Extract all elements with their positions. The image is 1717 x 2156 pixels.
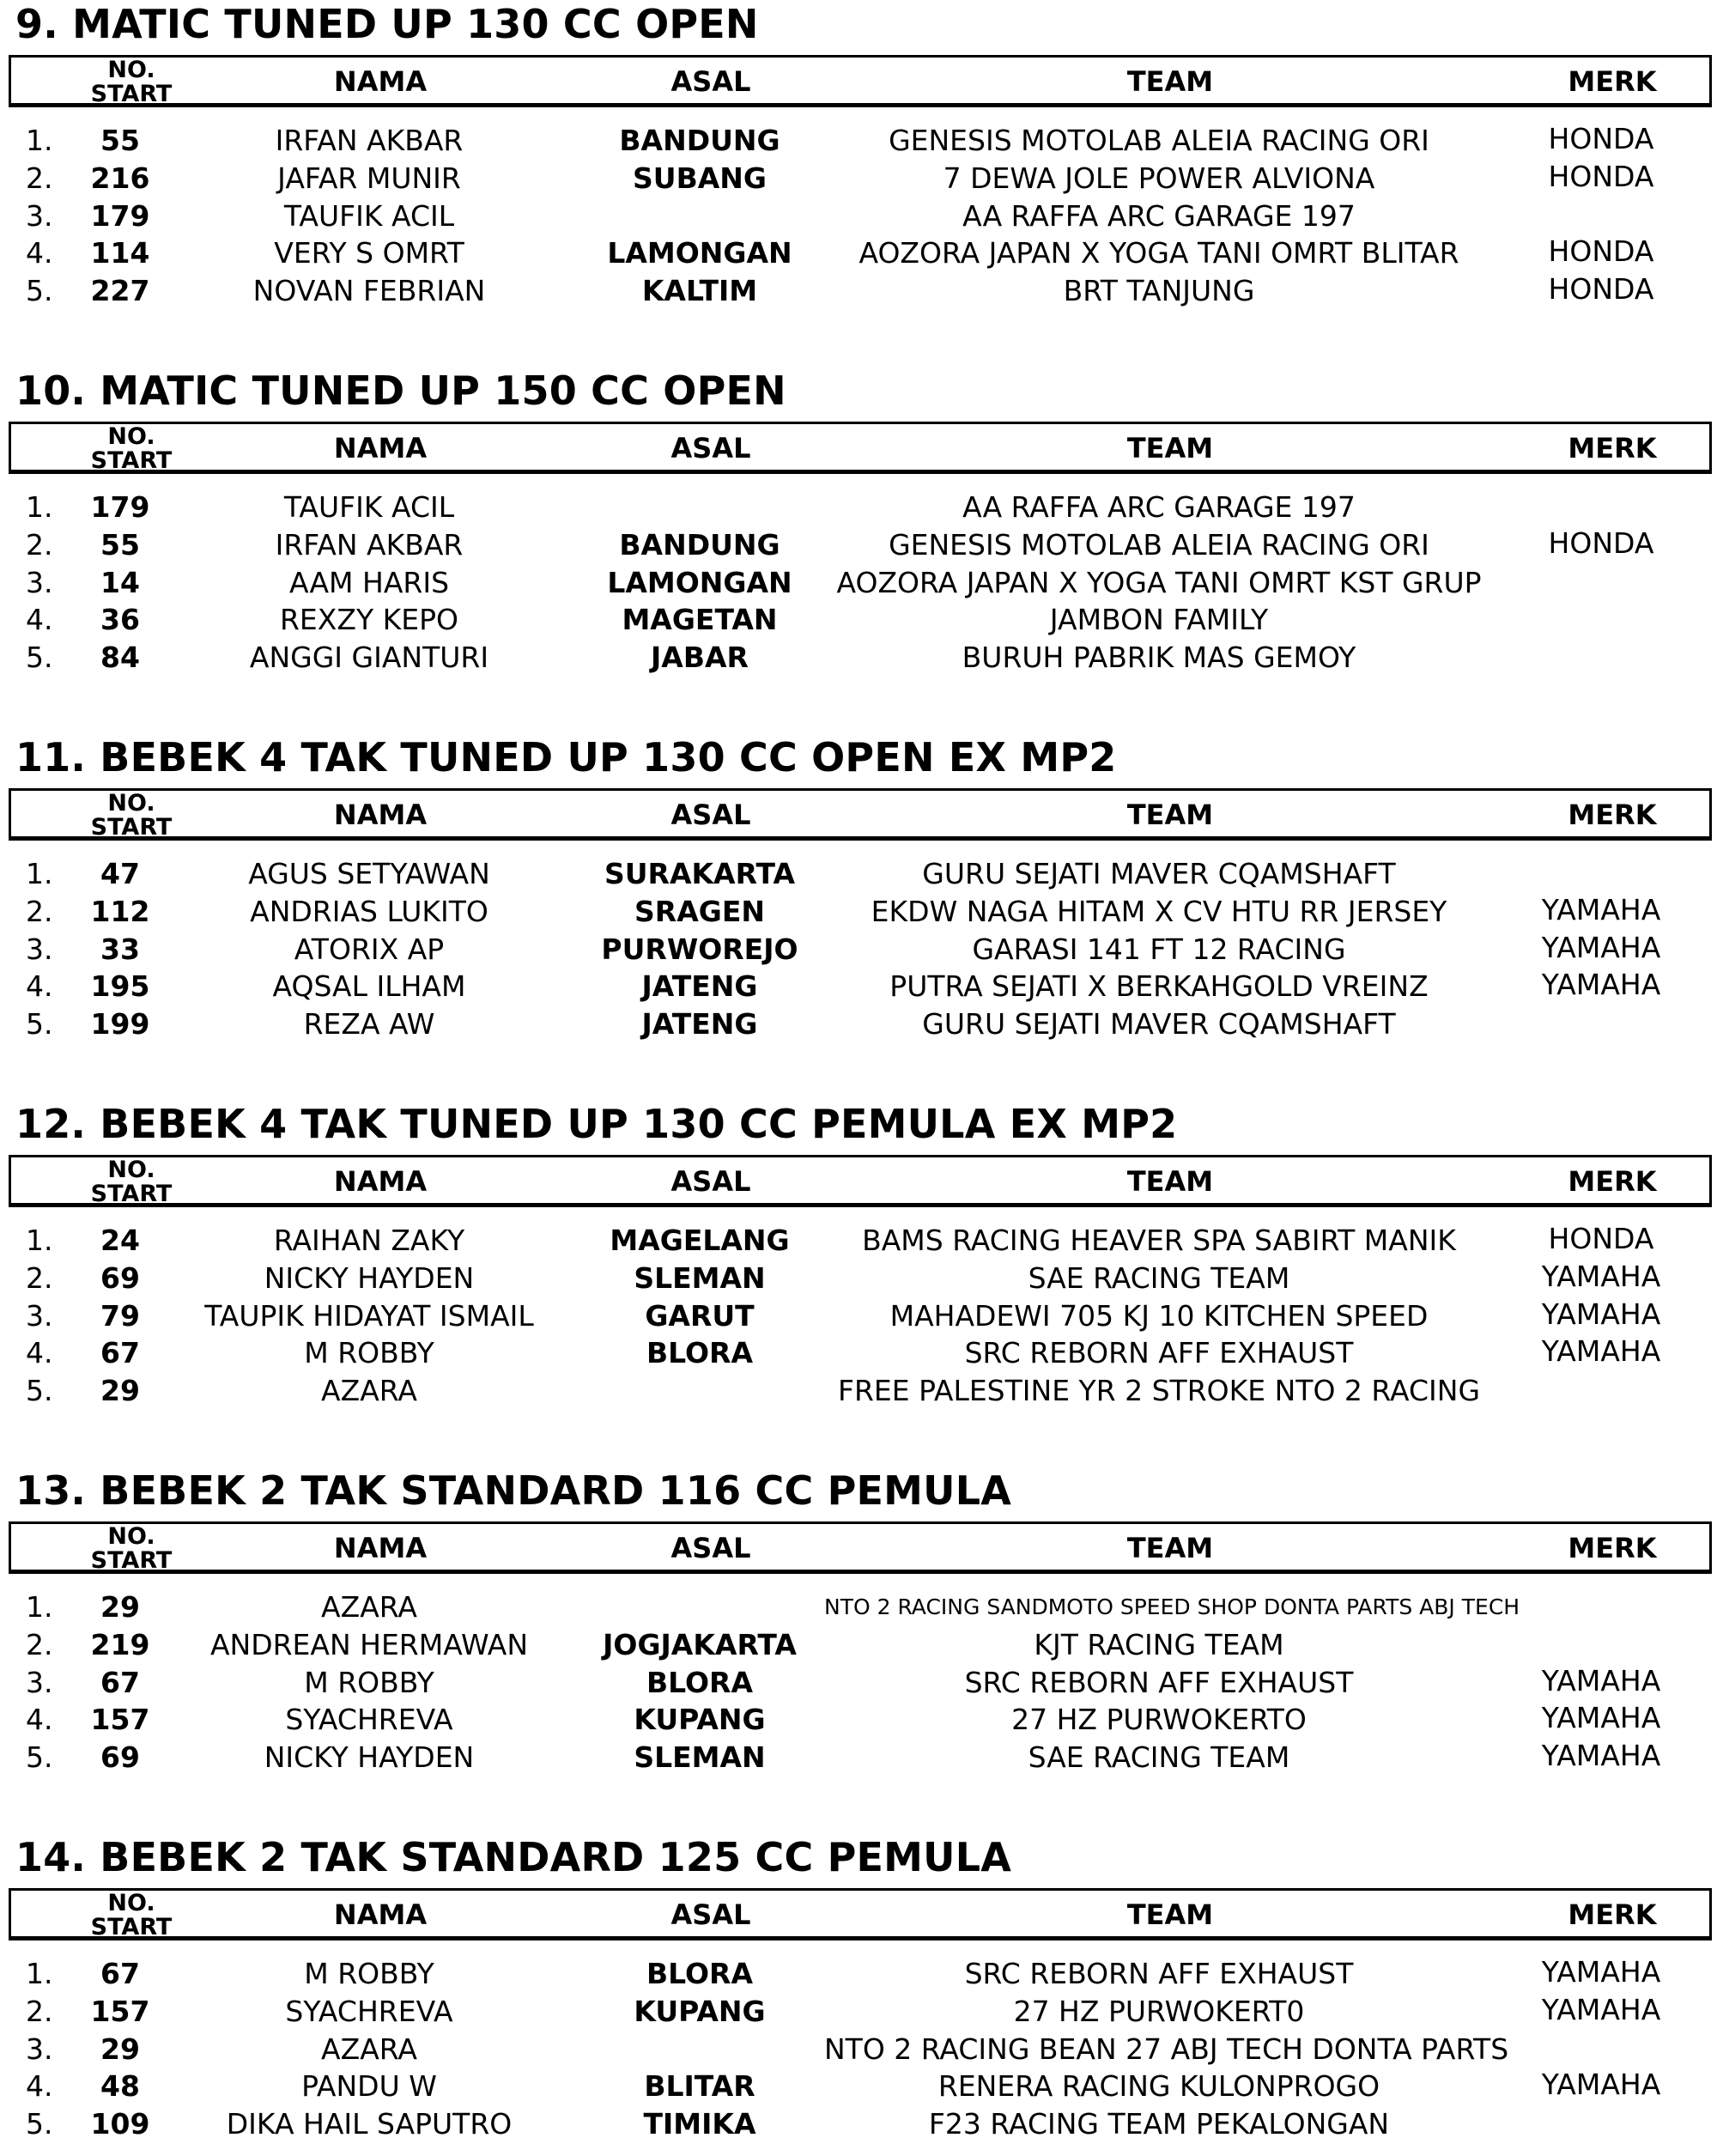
brand-cell: YAMAHA <box>1541 1259 1661 1293</box>
header-nama: NAMA <box>333 799 428 831</box>
origin-cell: BLORA <box>646 1957 753 1990</box>
table-row <box>0 489 1717 526</box>
header-no: NO. <box>107 1157 155 1183</box>
rank-cell: 1. <box>26 857 53 890</box>
header-no-start <box>84 1892 179 1940</box>
rank-cell: 4. <box>26 236 53 270</box>
rider-name-cell: ANDREAN HERMAWAN <box>209 1627 529 1661</box>
brand-cell: HONDA <box>1548 525 1654 560</box>
origin-cell: JATENG <box>641 969 758 1004</box>
header-team: TEAM <box>1126 1165 1214 1198</box>
origin-cell: SLEMAN <box>634 1260 766 1295</box>
start-number-cell: 179 <box>90 198 150 233</box>
rank-cell: 3. <box>26 2031 53 2066</box>
team-cell: NTO 2 RACING SANDMOTO SPEED SHOP DONTA PARTS ABJ TECH <box>824 1594 1520 1619</box>
brand-cell: HONDA <box>1548 1222 1654 1255</box>
team-cell: AA RAFFA ARC GARAGE 197 <box>962 490 1356 524</box>
header-no: NO. <box>107 57 155 83</box>
team-cell: F23 RACING TEAM PEKALONGAN <box>928 2107 1390 2141</box>
table-row <box>0 1005 1717 1043</box>
origin-cell: TIMIKA <box>643 2107 756 2141</box>
header-start: START <box>90 81 173 107</box>
rider-name-cell: AZARA <box>321 1590 417 1624</box>
header-nama: NAMA <box>333 1165 428 1198</box>
header-start: START <box>90 814 173 841</box>
team-cell: SAE RACING TEAM <box>1028 1740 1290 1775</box>
header-team: TEAM <box>1126 432 1214 465</box>
header-nama: NAMA <box>333 65 428 98</box>
rider-name-cell: IRFAN AKBAR <box>275 527 464 562</box>
rank-cell: 5. <box>26 1740 53 1775</box>
team-cell: KJT RACING TEAM <box>1034 1627 1284 1661</box>
brand-cell: YAMAHA <box>1541 892 1661 926</box>
rank-cell: 3. <box>26 565 53 599</box>
table-row <box>0 234 1717 272</box>
table-header <box>9 1521 1712 1574</box>
header-team: TEAM <box>1126 1898 1214 1931</box>
start-number-cell: 14 <box>100 565 140 599</box>
rider-name-cell: VERY S OMRT <box>274 236 464 270</box>
origin-cell: JATENG <box>641 1007 758 1042</box>
table-row <box>0 564 1717 602</box>
team-cell: JAMBON FAMILY <box>1049 603 1269 637</box>
rank-cell: 2. <box>26 1627 53 1661</box>
start-number-cell: 216 <box>90 161 150 195</box>
start-number-cell: 47 <box>100 857 140 890</box>
table-header <box>9 1888 1712 1940</box>
start-number-cell: 112 <box>90 894 150 928</box>
team-cell: GENESIS MOTOLAB ALEIA RACING ORI <box>889 527 1429 562</box>
rank-cell: 4. <box>26 969 53 1004</box>
header-merk: MERK <box>1568 799 1657 831</box>
origin-cell: BANDUNG <box>619 124 780 157</box>
header-no-start <box>84 792 179 840</box>
table-row <box>0 1222 1717 1260</box>
team-cell: AA RAFFA ARC GARAGE 197 <box>962 198 1356 233</box>
start-number-cell: 29 <box>100 2031 140 2066</box>
rank-cell: 4. <box>26 1336 53 1370</box>
rider-name-cell: IRFAN AKBAR <box>275 124 464 157</box>
brand-cell: YAMAHA <box>1541 1334 1661 1369</box>
team-cell: AOZORA JAPAN X YOGA TANI OMRT KST GRUP <box>836 565 1482 599</box>
rank-cell: 5. <box>26 274 53 308</box>
team-cell: GENESIS MOTOLAB ALEIA RACING ORI <box>889 124 1429 157</box>
start-number-cell: 195 <box>90 969 150 1004</box>
header-asal: ASAL <box>670 1898 751 1931</box>
header-asal: ASAL <box>670 1165 751 1198</box>
brand-cell: YAMAHA <box>1541 1955 1661 1989</box>
header-asal: ASAL <box>670 65 751 98</box>
team-cell: GURU SEJATI MAVER CQAMSHAFT <box>922 1007 1396 1042</box>
rank-cell: 2. <box>26 161 53 195</box>
rank-cell: 2. <box>26 894 53 928</box>
table-row <box>0 197 1717 235</box>
section-title: 13. BEBEK 2 TAK STANDARD 116 CC PEMULA <box>15 1467 1012 1514</box>
table-row <box>0 893 1717 931</box>
table-header <box>9 788 1712 841</box>
brand-cell: YAMAHA <box>1541 2068 1661 2102</box>
header-nama: NAMA <box>333 432 428 465</box>
rank-cell: 4. <box>26 603 53 637</box>
table-header <box>9 422 1712 474</box>
start-number-cell: 67 <box>100 1665 140 1699</box>
rank-cell: 4. <box>26 1703 53 1737</box>
rider-name-cell: DIKA HAIL SAPUTRO <box>226 2107 513 2141</box>
brand-cell: YAMAHA <box>1541 1297 1661 1331</box>
rider-name-cell: REXZY KEPO <box>279 603 458 637</box>
origin-cell: LAMONGAN <box>607 565 792 599</box>
start-number-cell: 29 <box>100 1590 140 1624</box>
origin-cell: KUPANG <box>634 1703 766 1737</box>
rank-cell: 3. <box>26 1665 53 1699</box>
table-row <box>0 1334 1717 1372</box>
rank-cell: 5. <box>26 1374 53 1408</box>
table-header <box>9 1155 1712 1207</box>
rank-cell: 1. <box>26 1224 53 1257</box>
table-row <box>0 1626 1717 1664</box>
rider-name-cell: AAM HARIS <box>288 565 450 599</box>
rider-name-cell: RAIHAN ZAKY <box>273 1224 465 1257</box>
brand-cell: YAMAHA <box>1541 930 1661 964</box>
brand-cell: HONDA <box>1548 122 1654 155</box>
team-cell: AOZORA JAPAN X YOGA TANI OMRT BLITAR <box>858 236 1459 270</box>
team-cell: BRT TANJUNG <box>1063 274 1255 308</box>
rider-name-cell: M ROBBY <box>304 1957 434 1990</box>
header-asal: ASAL <box>670 799 751 831</box>
team-cell: MAHADEWI 705 KJ 10 KITCHEN SPEED <box>889 1298 1429 1333</box>
rider-name-cell: ANDRIAS LUKITO <box>250 894 488 928</box>
rider-name-cell: AZARA <box>321 2031 417 2066</box>
header-merk: MERK <box>1568 65 1657 98</box>
header-no-start <box>84 1158 179 1206</box>
start-number-cell: 114 <box>90 236 150 270</box>
rider-name-cell: TAUFIK ACIL <box>283 490 455 524</box>
table-row <box>0 526 1717 564</box>
header-merk: MERK <box>1568 1532 1657 1564</box>
rider-name-cell: AGUS SETYAWAN <box>248 857 490 890</box>
header-merk: MERK <box>1568 432 1657 465</box>
rider-name-cell: TAUFIK ACIL <box>283 198 455 233</box>
team-cell: SRC REBORN AFF EXHAUST <box>964 1957 1354 1990</box>
header-no: NO. <box>107 423 155 450</box>
table-row <box>0 601 1717 639</box>
start-number-cell: 69 <box>100 1740 140 1775</box>
rank-cell: 3. <box>26 1298 53 1333</box>
team-cell: 7 DEWA JOLE POWER ALVIONA <box>943 161 1375 195</box>
start-number-cell: 157 <box>90 1994 150 2028</box>
start-number-cell: 219 <box>90 1627 150 1661</box>
origin-cell: JOGJAKARTA <box>603 1627 797 1661</box>
table-row <box>0 1955 1717 1993</box>
header-start: START <box>90 1914 173 1940</box>
brand-cell: HONDA <box>1548 272 1654 307</box>
header-start: START <box>90 447 173 474</box>
section-title: 9. MATIC TUNED UP 130 CC OPEN <box>15 1 759 47</box>
brand-cell: YAMAHA <box>1541 1663 1661 1697</box>
start-number-cell: 55 <box>100 527 140 562</box>
table-row <box>0 1588 1717 1626</box>
rider-name-cell: ANGGI GIANTURI <box>249 641 489 675</box>
header-no-start <box>84 1525 179 1573</box>
rank-cell: 3. <box>26 198 53 233</box>
brand-cell: YAMAHA <box>1541 1739 1661 1773</box>
start-number-cell: 227 <box>90 274 150 308</box>
team-cell: EKDW NAGA HITAM X CV HTU RR JERSEY <box>871 894 1447 928</box>
origin-cell: MAGETAN <box>622 603 778 637</box>
header-no-start <box>84 58 179 106</box>
table-row <box>0 122 1717 160</box>
table-row <box>0 855 1717 893</box>
rider-name-cell: PANDU W <box>301 2069 437 2104</box>
team-cell: GURU SEJATI MAVER CQAMSHAFT <box>922 857 1396 890</box>
origin-cell: PURWOREJO <box>601 932 798 966</box>
header-team: TEAM <box>1126 1532 1214 1564</box>
origin-cell: BLITAR <box>644 2069 755 2104</box>
origin-cell: KUPANG <box>634 1994 766 2028</box>
rider-name-cell: NICKY HAYDEN <box>264 1260 475 1295</box>
rank-cell: 2. <box>26 1994 53 2028</box>
team-cell: FREE PALESTINE YR 2 STROKE NTO 2 RACING <box>837 1374 1481 1408</box>
rider-name-cell: TAUPIK HIDAYAT ISMAIL <box>204 1298 534 1333</box>
header-asal: ASAL <box>670 1532 751 1564</box>
origin-cell: JABAR <box>651 641 749 675</box>
rank-cell: 1. <box>26 1590 53 1624</box>
rider-name-cell: ATORIX AP <box>294 932 445 966</box>
start-number-cell: 55 <box>100 124 140 157</box>
rank-cell: 5. <box>26 1007 53 1042</box>
rider-name-cell: M ROBBY <box>304 1665 434 1699</box>
header-team: TEAM <box>1126 65 1214 98</box>
rider-name-cell: AQSAL ILHAM <box>272 969 466 1004</box>
header-no: NO. <box>107 1890 155 1916</box>
table-row <box>0 639 1717 677</box>
header-nama: NAMA <box>333 1532 428 1564</box>
start-number-cell: 157 <box>90 1703 150 1737</box>
section-title: 11. BEBEK 4 TAK TUNED UP 130 CC OPEN EX MP2 <box>15 734 1117 780</box>
table-row <box>0 1739 1717 1776</box>
table-row <box>0 1701 1717 1739</box>
header-start: START <box>90 1181 173 1207</box>
table-row <box>0 1664 1717 1702</box>
table-row <box>0 1260 1717 1297</box>
header-start: START <box>90 1547 173 1574</box>
brand-cell: YAMAHA <box>1541 1701 1661 1735</box>
team-cell: 27 HZ PURWOKERTO <box>1011 1703 1307 1737</box>
header-merk: MERK <box>1568 1898 1657 1931</box>
rider-name-cell: SYACHREVA <box>285 1703 453 1737</box>
team-cell: SRC REBORN AFF EXHAUST <box>964 1336 1354 1370</box>
rider-name-cell: SYACHREVA <box>285 1994 453 2028</box>
start-number-cell: 48 <box>100 2069 140 2104</box>
rank-cell: 1. <box>26 490 53 524</box>
rank-cell: 2. <box>26 1260 53 1295</box>
section-title: 10. MATIC TUNED UP 150 CC OPEN <box>15 367 786 414</box>
header-no: NO. <box>107 1523 155 1550</box>
table-row <box>0 1993 1717 2031</box>
brand-cell: HONDA <box>1548 159 1654 193</box>
team-cell: 27 HZ PURWOKERT0 <box>1013 1994 1305 2028</box>
table-row <box>0 160 1717 197</box>
rider-name-cell: REZA AW <box>303 1007 435 1042</box>
start-number-cell: 33 <box>100 932 140 966</box>
team-cell: SRC REBORN AFF EXHAUST <box>964 1665 1354 1699</box>
origin-cell: KALTIM <box>641 274 758 308</box>
table-header <box>9 55 1712 107</box>
origin-cell: SUBANG <box>633 161 767 195</box>
header-no-start <box>84 425 179 473</box>
start-number-cell: 67 <box>100 1336 140 1370</box>
section-title: 12. BEBEK 4 TAK TUNED UP 130 CC PEMULA EX MP2 <box>15 1101 1178 1147</box>
team-cell: NTO 2 RACING BEAN 27 ABJ TECH DONTA PARTS <box>824 2031 1509 2066</box>
brand-cell: YAMAHA <box>1541 968 1661 1002</box>
origin-cell: BANDUNG <box>619 527 780 562</box>
brand-cell: YAMAHA <box>1541 1992 1661 2026</box>
rank-cell: 1. <box>26 124 53 157</box>
start-number-cell: 199 <box>90 1007 150 1042</box>
table-row <box>0 2031 1717 2068</box>
rank-cell: 2. <box>26 527 53 562</box>
header-nama: NAMA <box>333 1898 428 1931</box>
origin-cell: GARUT <box>645 1298 755 1333</box>
team-cell: SAE RACING TEAM <box>1028 1260 1290 1295</box>
team-cell: PUTRA SEJATI X BERKAHGOLD VREINZ <box>889 969 1429 1004</box>
team-cell: BURUH PABRIK MAS GEMOY <box>962 641 1356 675</box>
table-row <box>0 931 1717 969</box>
team-cell: BAMS RACING HEAVER SPA SABIRT MANIK <box>862 1224 1456 1257</box>
start-number-cell: 84 <box>100 641 140 675</box>
rank-cell: 1. <box>26 1957 53 1990</box>
header-team: TEAM <box>1126 799 1214 831</box>
table-row <box>0 272 1717 310</box>
rank-cell: 5. <box>26 2107 53 2141</box>
rider-name-cell: NICKY HAYDEN <box>264 1740 475 1775</box>
rider-name-cell: JAFAR MUNIR <box>277 161 461 195</box>
table-row <box>0 2068 1717 2105</box>
team-cell: GARASI 141 FT 12 RACING <box>972 932 1346 966</box>
rider-name-cell: M ROBBY <box>304 1336 434 1370</box>
header-merk: MERK <box>1568 1165 1657 1198</box>
brand-cell: HONDA <box>1548 234 1654 269</box>
rank-cell: 3. <box>26 932 53 966</box>
origin-cell: BLORA <box>646 1665 753 1699</box>
start-number-cell: 67 <box>100 1957 140 1990</box>
origin-cell: SURAKARTA <box>604 857 796 890</box>
start-number-cell: 36 <box>100 603 140 637</box>
header-asal: ASAL <box>670 432 751 465</box>
origin-cell: LAMONGAN <box>607 236 792 270</box>
start-number-cell: 69 <box>100 1260 140 1295</box>
table-row <box>0 1297 1717 1335</box>
rider-name-cell: NOVAN FEBRIAN <box>252 274 486 308</box>
start-number-cell: 29 <box>100 1374 140 1408</box>
origin-cell: MAGELANG <box>610 1224 790 1257</box>
table-row <box>0 968 1717 1005</box>
table-row <box>0 1372 1717 1410</box>
rank-cell: 5. <box>26 641 53 675</box>
table-row <box>0 2105 1717 2143</box>
start-number-cell: 109 <box>90 2107 150 2141</box>
origin-cell: BLORA <box>646 1336 753 1370</box>
team-cell: RENERA RACING KULONPROGO <box>937 2069 1380 2104</box>
start-number-cell: 24 <box>100 1224 140 1257</box>
rider-name-cell: AZARA <box>321 1374 417 1408</box>
rank-cell: 4. <box>26 2069 53 2104</box>
start-number-cell: 179 <box>90 490 150 524</box>
section-title: 14. BEBEK 2 TAK STANDARD 125 CC PEMULA <box>15 1834 1012 1880</box>
start-number-cell: 79 <box>100 1298 140 1333</box>
origin-cell: SRAGEN <box>634 894 765 928</box>
header-no: NO. <box>107 790 155 817</box>
origin-cell: SLEMAN <box>634 1740 766 1775</box>
